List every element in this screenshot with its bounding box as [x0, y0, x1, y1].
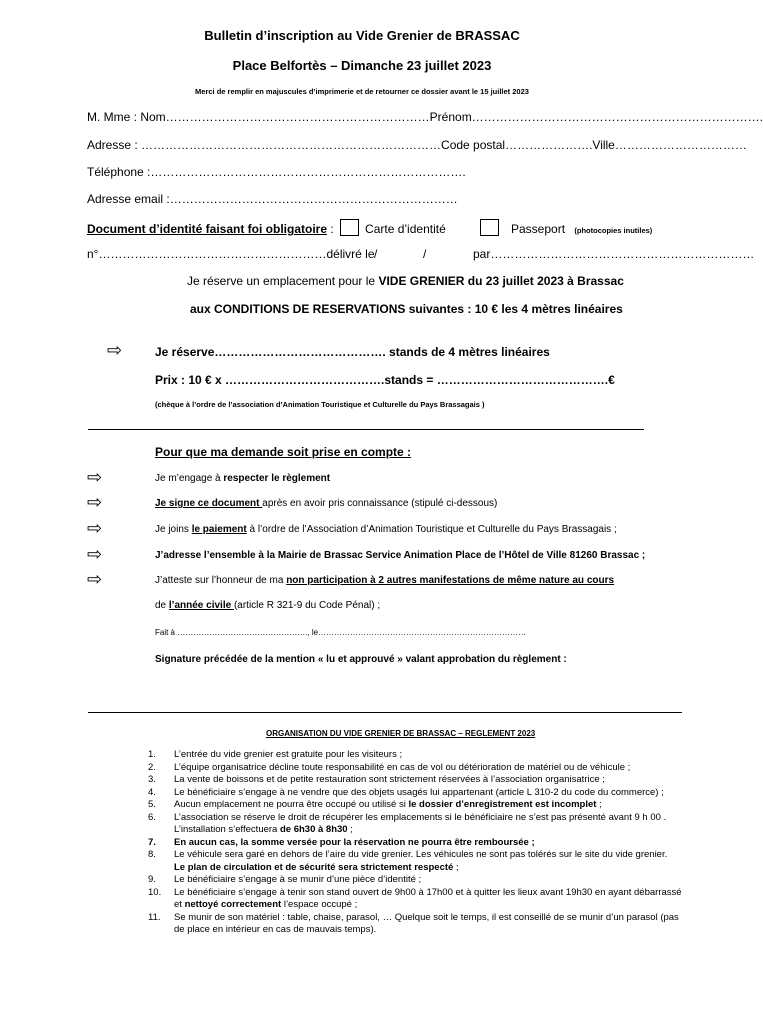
condition-attestation-de: de: [155, 600, 169, 611]
condition-rules-bold: respecter le règlement: [223, 473, 331, 484]
rule-text-bold: En aucun cas, la somme versée pour la réservation ne pourra être remboursée ;: [174, 836, 535, 848]
email-field[interactable]: Adresse email :………………………………………………………………: [87, 192, 458, 206]
price-field[interactable]: Prix : 10 € x ………………………………….stands = …………………………………….€: [155, 373, 615, 387]
rule-text: Le bénéficiaire s’engage à tenir son stand ouvert de 9h00 à 17h00 et à quitter les lieux avant 19h30 en ayant débarrassé: [174, 886, 682, 898]
passport-label: Passeport: [511, 222, 566, 236]
condition-attestation-pre: J’atteste sur l’honneur de ma: [155, 575, 287, 586]
date-slash-1: /: [374, 247, 378, 261]
rule-number: 2.: [148, 761, 156, 773]
rule-number: 10.: [148, 886, 162, 898]
condition-penal-code: (article R 321-9 du Code Pénal) ;: [233, 600, 381, 611]
section-divider: [88, 429, 644, 430]
id-document-row: [87, 219, 446, 236]
rule-text: Aucun emplacement ne pourra être occupé ou utilisé si: [174, 799, 409, 810]
condition-payment: [155, 524, 617, 535]
id-number-field[interactable]: n°…………………………………………………délivré le: [87, 247, 375, 261]
form-title: Bulletin d’inscription au Vide Grenier de BRASSAC: [204, 28, 520, 43]
id-card-checkbox[interactable]: [340, 219, 359, 236]
rule-text: l’espace occupé ;: [281, 899, 358, 910]
condition-payment-bold: le paiement: [191, 524, 247, 535]
name-field[interactable]: M. Mme : Nom…………………………………………………………Prénom……………………………………………………………….: [87, 110, 763, 124]
arrow-right-icon: ⇨: [87, 467, 103, 487]
rule-text: ;: [347, 824, 353, 835]
rule-text-bold: le dossier d’enregistrement est incomplet: [408, 799, 597, 810]
place-date-field[interactable]: Fait à …………………………………………., le……………………………………………………………………: [155, 628, 527, 637]
arrow-right-icon: ⇨: [87, 518, 103, 538]
condition-sign-text: après en avoir pris connaissance (stipulé ci-dessous): [262, 498, 498, 509]
condition-civil-year: l’année civile: [168, 600, 234, 611]
condition-sign-bold: Je signe ce document: [155, 498, 263, 509]
condition-attestation-continued: [155, 600, 380, 611]
id-card-label: Carte d’identité: [365, 222, 446, 236]
reservation-line-1-text: Je réserve un emplacement pour le: [187, 274, 379, 288]
condition-rules-text: Je m’engage à: [155, 473, 224, 484]
rule-number: 4.: [148, 786, 156, 798]
condition-attestation-bold: non participation à 2 autres manifestations de même nature au cours: [286, 575, 615, 586]
rule-text-bold: Le plan de circulation et de sécurité sera strictement respecté: [174, 861, 454, 873]
rule-item: [148, 799, 708, 812]
rule-number: 6.: [148, 811, 156, 823]
fill-instruction: Merci de remplir en majuscules d’imprimerie et de retourner ce dossier avant le 15 juillet 2023: [195, 87, 529, 96]
rule-text: Se munir de son matériel : table, chaise, parasol, … Quelque soit le temps, il est conseillé de se munir d’un parasol (pas: [174, 911, 679, 923]
arrow-right-icon: ⇨: [87, 492, 103, 512]
rules-divider: [88, 712, 682, 713]
arrow-right-icon: ⇨: [87, 544, 103, 564]
rule-item: [148, 874, 708, 887]
event-subtitle: Place Belfortès – Dimanche 23 juillet 2023: [232, 58, 492, 73]
id-document-colon: :: [327, 222, 334, 236]
rule-text: L’entrée du vide grenier est gratuite pour les visiteurs ;: [174, 749, 403, 760]
rule-number: 11.: [148, 911, 161, 923]
stands-count-field[interactable]: Je réserve……………………………………. stands de 4 mètres linéaires: [155, 345, 550, 359]
condition-rules: [155, 473, 330, 484]
condition-payment-text: à l’ordre de l’Association d’Animation Touristique et Culturelle du Pays Brassagais ;: [246, 524, 617, 535]
rule-item: [148, 849, 708, 874]
rules-list: [148, 749, 708, 937]
rule-number: 7.: [148, 836, 156, 848]
reservation-conditions: aux CONDITIONS DE RESERVATIONS suivantes : 10 € les 4 mètres linéaires: [190, 302, 623, 316]
rule-item: [148, 837, 708, 850]
rule-item: [148, 787, 708, 800]
condition-address: J’adresse l’ensemble à la Mairie de Brassac Service Animation Place de l’Hôtel de Ville 81260 Brassac ;: [155, 550, 646, 561]
rule-text: L’équipe organisatrice décline toute responsabilité en cas de vol ou détérioration de matériel ou de véhicule ;: [174, 761, 631, 773]
id-document-label: Document d’identité faisant foi obligatoire: [87, 222, 328, 236]
rule-text: L’association se réserve le droit de récupérer les emplacements si le bénéficiaire ne s’est pas présenté avant 9 h 00 .: [174, 811, 667, 823]
rule-number: 5.: [148, 799, 156, 810]
condition-payment-pre: Je joins: [155, 524, 192, 535]
photocopies-note: (photocopies inutiles): [574, 226, 653, 235]
rule-number: 3.: [148, 774, 156, 785]
rule-text-bold: de 6h30 à 8h30: [279, 824, 348, 835]
issued-by-field[interactable]: par…………………………………………………………: [473, 247, 755, 261]
date-slash-2: /: [423, 247, 427, 261]
rule-text: ;: [596, 799, 602, 810]
rule-text: Le bénéficiaire s’engage à se munir d’une pièce d’identité ;: [174, 874, 422, 885]
rule-item: [148, 749, 708, 762]
rule-text: ;: [453, 861, 459, 873]
rule-item: [148, 887, 708, 912]
passport-checkbox[interactable]: [480, 219, 499, 236]
rule-text-bold: nettoyé correctement: [184, 899, 282, 910]
rule-text: La vente de boissons et de petite restauration sont strictement réservées à l’association organisatrice ;: [174, 774, 605, 785]
condition-attestation: [155, 575, 614, 586]
rule-number: 8.: [148, 849, 156, 860]
rule-number: 9.: [148, 874, 156, 885]
rule-text: et: [174, 899, 185, 910]
arrow-right-icon: ⇨: [107, 340, 123, 360]
rule-item: [148, 762, 708, 775]
rule-text: Le bénéficiaire s’engage à ne vendre que des objets usagés lui appartenant (article L 310-2 du code du commerce) ;: [174, 786, 664, 798]
conditions-heading: Pour que ma demande soit prise en compte :: [155, 445, 412, 459]
rules-heading: ORGANISATION DU VIDE GRENIER DE BRASSAC – REGLEMENT 2023: [266, 729, 536, 738]
rule-text: Le véhicule sera garé en dehors de l’aire du vide grenier. Les véhicules ne sont pas tolérés sur le site du vide grenier.: [174, 849, 668, 860]
rule-text: de place en intérieur en cas de mauvais temps).: [174, 924, 377, 935]
rule-item: [148, 912, 708, 937]
reservation-event-name: VIDE GRENIER du 23 juillet 2023 à Brassac: [378, 274, 624, 288]
reservation-line-1: [187, 274, 624, 288]
rule-text: L’installation s’effectuera: [174, 824, 280, 835]
arrow-right-icon: ⇨: [87, 569, 103, 589]
cheque-note: (chèque à l’ordre de l’association d’Animation Touristique et Culturelle du Pays Brassagais ): [155, 400, 485, 409]
address-field[interactable]: Adresse : …………………………………………………………………Code postal………………….Ville……………………………: [87, 138, 747, 152]
rule-number: 1.: [148, 749, 156, 760]
phone-field[interactable]: Téléphone :…………………………………………………………………….: [87, 165, 466, 179]
passport-row: [477, 219, 652, 236]
signature-instruction: Signature précédée de la mention « lu et approuvé » valant approbation du règlement :: [155, 654, 567, 665]
condition-sign: [155, 498, 497, 509]
rule-item: [148, 774, 708, 787]
rule-item: [148, 812, 708, 837]
